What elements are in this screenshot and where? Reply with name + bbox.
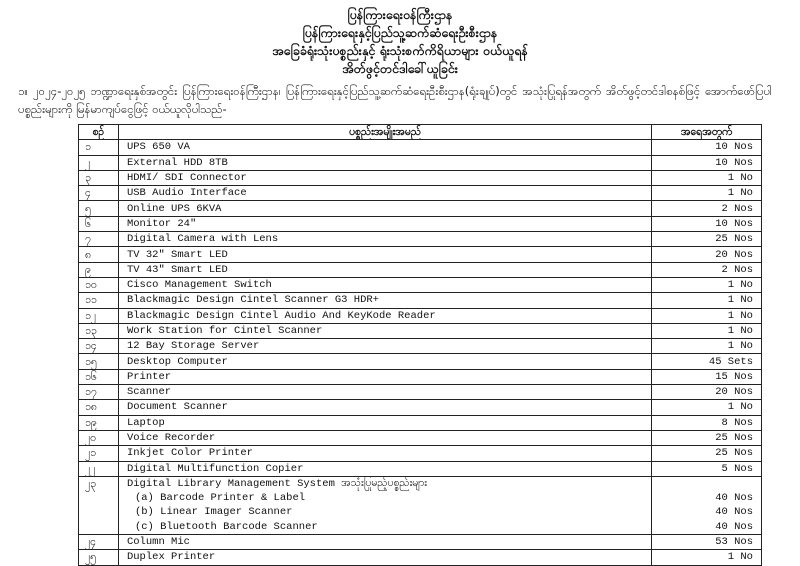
row-number: ၁၂: [79, 308, 119, 323]
table-row: [79, 446, 762, 461]
row-number: ၂: [79, 155, 119, 170]
row-quantity: 20 Nos: [652, 385, 762, 400]
row-item: Document Scanner: [118, 400, 651, 415]
row-item: 12 Bay Storage Server: [118, 339, 651, 354]
table-row: [79, 293, 762, 308]
row-quantity: 1 No: [652, 170, 762, 185]
group-sub-quantity: 40 Nos: [715, 506, 753, 519]
document-header: [0, 0, 800, 78]
group-sub-item: (b) Linear Imager Scanner: [134, 506, 293, 519]
table-row: [79, 232, 762, 247]
row-item: Inkjet Color Printer: [118, 446, 651, 461]
row-item: Blackmagic Design Cintel Scanner G3 HDR+: [118, 293, 651, 308]
group-title: Digital Library Management System အသုံးပြုမည့်ပစ္စည်းများ: [126, 477, 427, 490]
row-number: ၁၆: [79, 369, 119, 384]
table-row: [79, 339, 762, 354]
row-number: ၁၁: [79, 293, 119, 308]
table-row: [79, 262, 762, 277]
table-row: [79, 369, 762, 384]
row-number: ၂၁: [79, 446, 119, 461]
row-item: Desktop Computer: [118, 354, 651, 369]
table-row-group: [79, 476, 762, 534]
row-item: UPS 650 VA: [118, 140, 651, 155]
row-quantity: 1 No: [652, 277, 762, 292]
row-quantity: 1 No: [652, 550, 762, 565]
row-number: ၁၄: [79, 339, 119, 354]
table-row: [79, 323, 762, 338]
row-item: Voice Recorder: [118, 430, 651, 445]
row-number: ၂၃: [79, 476, 119, 534]
table-body: [79, 140, 762, 565]
row-number: ၁၇: [79, 385, 119, 400]
row-number: ၂၂: [79, 461, 119, 476]
table-row: [79, 201, 762, 216]
table-row: [79, 247, 762, 262]
row-item: USB Audio Interface: [118, 186, 651, 201]
row-item: TV 32" Smart LED: [118, 247, 651, 262]
row-number: ၁၉: [79, 415, 119, 430]
row-item: Scanner: [118, 385, 651, 400]
row-quantity: 15 Nos: [652, 369, 762, 384]
row-quantity: 1 No: [652, 308, 762, 323]
row-item: Digital Camera with Lens: [118, 232, 651, 247]
table-row: [79, 170, 762, 185]
row-quantity: 2 Nos: [652, 262, 762, 277]
table-row: [79, 550, 762, 565]
department-title: ပြန်ကြားရေးနှင့်ပြည်သူ့ဆက်ဆံရေးဦးစီးဌာန: [302, 25, 498, 40]
row-item: Column Mic: [118, 535, 651, 550]
group-sub-quantity: 40 Nos: [715, 520, 753, 533]
row-number: ၁၅: [79, 354, 119, 369]
table-row: [79, 385, 762, 400]
row-item: Online UPS 6KVA: [118, 201, 651, 216]
row-quantity: 53 Nos: [652, 535, 762, 550]
row-number: ၄: [79, 186, 119, 201]
group-sub-item: (a) Barcode Printer & Label: [134, 492, 306, 505]
row-item: Monitor 24": [118, 216, 651, 231]
row-item: Work Station for Cintel Scanner: [118, 323, 651, 338]
row-quantity: 25 Nos: [652, 232, 762, 247]
table-row: [79, 155, 762, 170]
row-quantity: 1 No: [652, 400, 762, 415]
row-number: ၆: [79, 216, 119, 231]
table-header-row: [79, 125, 762, 140]
row-number: ၉: [79, 262, 119, 277]
table-row: [79, 461, 762, 476]
row-item: Duplex Printer: [118, 550, 651, 565]
row-item: Cisco Management Switch: [118, 277, 651, 292]
row-quantity: 10 Nos: [652, 216, 762, 231]
row-item: Blackmagic Design Cintel Audio And KeyKode Reader: [118, 308, 651, 323]
row-quantity: 25 Nos: [652, 430, 762, 445]
col-header-item: ပစ္စည်းအမျိုးအမည်: [118, 125, 651, 140]
row-item: External HDD 8TB: [118, 155, 651, 170]
row-quantity: 20 Nos: [652, 247, 762, 262]
group-title-spacer: [656, 477, 753, 491]
row-number: ၃: [79, 170, 119, 185]
row-quantity: 45 Sets: [652, 354, 762, 369]
row-quantity: 8 Nos: [652, 415, 762, 430]
row-quantity: 10 Nos: [652, 155, 762, 170]
row-quantity: 10 Nos: [652, 140, 762, 155]
col-header-qty: အရေအတွက်: [652, 125, 762, 140]
row-number: ၈: [79, 247, 119, 262]
row-quantity: 1 No: [652, 293, 762, 308]
row-quantity-group: [652, 476, 762, 534]
row-item: Printer: [118, 369, 651, 384]
row-quantity: 2 Nos: [652, 201, 762, 216]
row-number: ၁၃: [79, 323, 119, 338]
row-item: HDMI/ SDI Connector: [118, 170, 651, 185]
tender-type: အိတ်ဖွင့်တင်ဒါခေါ်ယူခြင်း: [342, 61, 458, 76]
row-number: ၅: [79, 201, 119, 216]
group-sub-quantity: 40 Nos: [715, 492, 753, 505]
items-table: [78, 124, 762, 566]
group-sub-item: (c) Bluetooth Barcode Scanner: [134, 520, 318, 533]
row-number: ၁: [79, 140, 119, 155]
table-row: [79, 415, 762, 430]
intro-paragraph: ၁။ ၂၀၂၄-၂၀၂၅ ဘဏ္ဍာရေးနှစ်အတွင်း ပြန်ကြားရေးဝန်ကြီးဌာန၊ ပြန်ကြားရေးနှင့်ပြည်သူ့ဆက်ဆံရေးဦးစီးဌာန(ရုံးချုပ်)တွင် အသုံးပြုရန်အတွက် အိတ်ဖွင့်တင်ဒါစနစ်ဖြင့် အောက်ဖော်ပြပါပစ္စည်းများကို မြန်မာကျပ်ငွေဖြင့် ဝယ်ယူလိုပါသည်-: [18, 84, 772, 116]
table-row: [79, 140, 762, 155]
row-number: ၂၀: [79, 430, 119, 445]
table-row: [79, 354, 762, 369]
col-header-no: စဉ်: [79, 125, 119, 140]
row-quantity: 25 Nos: [652, 446, 762, 461]
row-number: ၂၅: [79, 550, 119, 565]
row-number: ၂၄: [79, 535, 119, 550]
row-number: ၇: [79, 232, 119, 247]
row-quantity: 1 No: [652, 323, 762, 338]
ministry-title: ပြန်ကြားရေးဝန်ကြီးဌာန: [347, 7, 453, 22]
row-item: Laptop: [118, 415, 651, 430]
table-row: [79, 216, 762, 231]
row-item-group: [118, 476, 651, 534]
tender-subject: အခြေခံရုံးသုံးပစ္စည်းနှင့် ရုံးသုံးစက်ကိရိယာများ ဝယ်ယူရန်: [272, 43, 528, 58]
row-quantity: 1 No: [652, 339, 762, 354]
row-item: Digital Multifunction Copier: [118, 461, 651, 476]
table-row: [79, 430, 762, 445]
table-row: [79, 308, 762, 323]
row-number: ၁၈: [79, 400, 119, 415]
table-row: [79, 535, 762, 550]
row-quantity: 5 Nos: [652, 461, 762, 476]
row-quantity: 1 No: [652, 186, 762, 201]
table-row: [79, 186, 762, 201]
table-row: [79, 400, 762, 415]
row-number: ၁၀: [79, 277, 119, 292]
row-item: TV 43" Smart LED: [118, 262, 651, 277]
table-row: [79, 277, 762, 292]
